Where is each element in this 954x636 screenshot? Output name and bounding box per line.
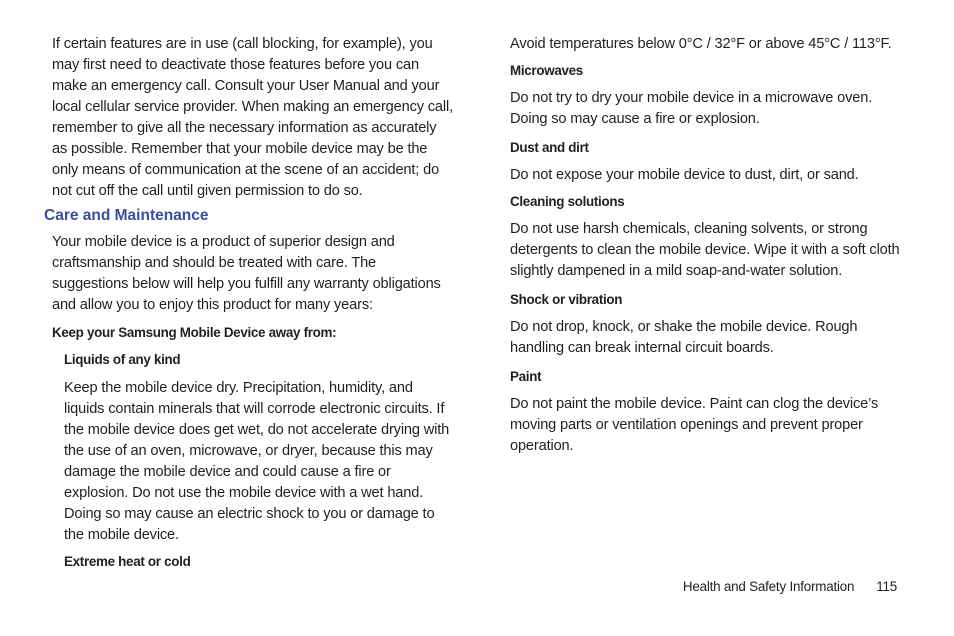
left-column [44, 34, 454, 571]
cleaning-heading: Cleaning solutions [510, 194, 625, 209]
right-column [510, 34, 902, 457]
liquids-heading: Liquids of any kind [64, 352, 181, 367]
page-footer [683, 579, 897, 594]
liquids-paragraph: Keep the mobile device dry. Precipitation, humidity, and liquids contain minerals that will corrode electronic circuits. If the mobile device does get wet, do not accelerate drying with the use of an oven, microwave, or dryer, because this may damage the mobile device and could cause a fire or explosion. Do not use the mobile device with a wet hand. Doing so may cause an electric shock to you or damage to the mobile device. [64, 380, 450, 543]
footer-section-name: Health and Safety Information [682, 579, 855, 594]
extreme-heat-heading: Extreme heat or cold [64, 554, 191, 569]
emergency-call-paragraph: If certain features are in use (call blocking, for example), you may first need to deactivate those features before you can make an emergency call. Consult your User Manual and your local cellular service provider. When making an emergency call, remember to give all the necessary information as accurately as possible. Remember that your mobile device may be the only means of communication at the scene of an accident; do not cut off the call until given permission to do so. [52, 36, 453, 199]
shock-paragraph: Do not drop, knock, or shake the mobile device. Rough handling can break internal circuit boards. [510, 319, 858, 356]
shock-heading: Shock or vibration [510, 292, 623, 307]
care-intro-paragraph: Your mobile device is a product of superior design and craftsmanship and should be treated with care. The suggestions below will help you fulfill any warranty obligations and allow you to enjoy this product for many years: [52, 234, 441, 313]
paint-paragraph: Do not paint the mobile device. Paint can clog the device’s moving parts or ventilation openings and prevent proper operation. [510, 396, 879, 454]
dust-paragraph: Do not expose your mobile device to dust, dirt, or sand. [510, 167, 859, 183]
dust-heading: Dust and dirt [510, 140, 589, 155]
keep-away-heading: Keep your Samsung Mobile Device away from: [52, 325, 337, 340]
microwaves-paragraph: Do not try to dry your mobile device in a microwave oven. Doing so may cause a fire or explosion. [510, 90, 873, 127]
paint-heading: Paint [510, 369, 542, 384]
section-title: Care and Maintenance [44, 207, 209, 224]
page-number: 115 [876, 579, 897, 594]
microwaves-heading: Microwaves [510, 63, 583, 78]
cleaning-paragraph: Do not use harsh chemicals, cleaning solvents, or strong detergents to clean the mobile device. Wipe it with a soft cloth slightly dampened in a mild soap-and-water solution. [510, 221, 900, 279]
temperature-paragraph: Avoid temperatures below 0°C / 32°F or above 45°C / 113°F. [510, 36, 892, 52]
